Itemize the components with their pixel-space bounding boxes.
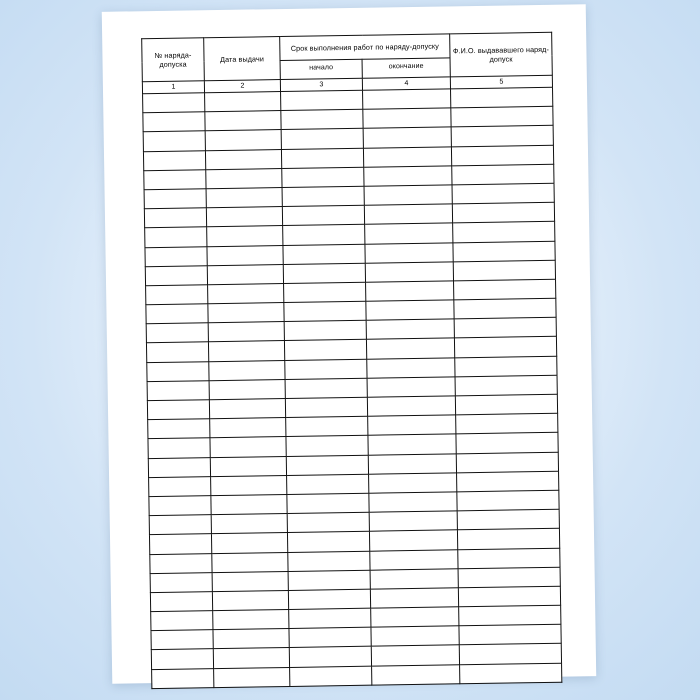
table-cell[interactable] — [150, 592, 212, 612]
table-cell[interactable] — [150, 553, 212, 573]
table-cell[interactable] — [363, 108, 451, 129]
table-cell[interactable] — [287, 493, 369, 513]
table-cell[interactable] — [451, 87, 553, 108]
table-cell[interactable] — [453, 241, 555, 262]
table-cell[interactable] — [289, 608, 371, 628]
table-cell[interactable] — [453, 260, 555, 281]
table-cell[interactable] — [368, 415, 456, 436]
table-cell[interactable] — [206, 168, 282, 188]
table-cell[interactable] — [211, 514, 287, 534]
document-sheet — [102, 4, 596, 684]
table-cell[interactable] — [147, 361, 209, 381]
table-cell[interactable] — [455, 356, 557, 377]
table-cell[interactable] — [152, 668, 214, 688]
column-number-5: 5 — [450, 75, 552, 89]
table-cell[interactable] — [370, 569, 458, 590]
table-cell[interactable] — [212, 571, 288, 591]
table-cell[interactable] — [143, 93, 205, 113]
header-order-number: № наряда-допуска — [142, 38, 205, 82]
table-cell[interactable] — [365, 223, 453, 244]
table-cell[interactable] — [456, 452, 558, 473]
table-cell[interactable] — [366, 300, 454, 321]
table-cell[interactable] — [209, 399, 285, 419]
table-cell[interactable] — [281, 148, 363, 168]
table-cell[interactable] — [459, 644, 561, 665]
table-cell[interactable] — [459, 605, 561, 626]
table-cell[interactable] — [457, 490, 559, 511]
table-cell[interactable] — [286, 436, 368, 456]
table-cell[interactable] — [212, 552, 288, 572]
header-period-end: окончание — [362, 58, 450, 79]
table-cell[interactable] — [210, 437, 286, 457]
table-cell[interactable] — [284, 282, 366, 302]
table-cell[interactable] — [454, 298, 556, 319]
table-cell[interactable] — [363, 127, 451, 148]
table-cell[interactable] — [458, 567, 560, 588]
table-cell[interactable] — [283, 263, 365, 283]
table-cell[interactable] — [288, 589, 370, 609]
table-cell[interactable] — [213, 648, 289, 668]
table-cell[interactable] — [145, 246, 207, 266]
table-cell[interactable] — [367, 377, 455, 398]
table-cell[interactable] — [369, 492, 457, 513]
table-cell[interactable] — [369, 511, 457, 532]
table-cell[interactable] — [451, 126, 553, 147]
table-cell[interactable] — [456, 413, 558, 434]
table-cell[interactable] — [149, 534, 211, 554]
table-cell[interactable] — [368, 453, 456, 474]
table-cell[interactable] — [213, 610, 289, 630]
table-cell[interactable] — [148, 419, 210, 439]
table-cell[interactable] — [458, 548, 560, 569]
table-cell[interactable] — [452, 183, 554, 204]
table-cell[interactable] — [207, 264, 283, 284]
table-cell[interactable] — [364, 204, 452, 225]
table-cell[interactable] — [209, 379, 285, 399]
table-cell[interactable] — [452, 164, 554, 185]
table-cell[interactable] — [205, 111, 281, 131]
header-period-start: начало — [280, 59, 362, 80]
column-number-2: 2 — [204, 80, 280, 93]
table-cell[interactable] — [455, 375, 557, 396]
table-cell[interactable] — [211, 475, 287, 495]
table-cell[interactable] — [369, 530, 457, 551]
column-number-4: 4 — [362, 77, 450, 90]
column-number-1: 1 — [142, 81, 204, 94]
table-cell[interactable] — [147, 400, 209, 420]
table-cell[interactable] — [284, 320, 366, 340]
table-cell[interactable] — [371, 607, 459, 628]
table-cell[interactable] — [285, 359, 367, 379]
table-cell[interactable] — [284, 340, 366, 360]
table-body — [143, 87, 562, 688]
table-cell[interactable] — [289, 627, 371, 647]
table-cell[interactable] — [144, 189, 206, 209]
table-cell[interactable] — [288, 551, 370, 571]
table-cell[interactable] — [283, 244, 365, 264]
table-cell[interactable] — [149, 496, 211, 516]
table-cell[interactable] — [211, 494, 287, 514]
table-cell[interactable] — [367, 396, 455, 417]
table-cell[interactable] — [371, 645, 459, 666]
table-cell[interactable] — [209, 360, 285, 380]
table-cell[interactable] — [143, 131, 205, 151]
table-cell[interactable] — [457, 529, 559, 550]
table-cell[interactable] — [146, 342, 208, 362]
table-cell[interactable] — [457, 509, 559, 530]
table-cell[interactable] — [208, 322, 284, 342]
table-cell[interactable] — [283, 225, 365, 245]
register-table — [141, 32, 562, 689]
table-cell[interactable] — [363, 146, 451, 167]
table-cell[interactable] — [205, 149, 281, 169]
table-cell[interactable] — [454, 337, 556, 358]
table-cell[interactable] — [143, 112, 205, 132]
table-cell[interactable] — [365, 242, 453, 263]
table-cell[interactable] — [368, 434, 456, 455]
table-cell[interactable] — [454, 279, 556, 300]
table-cell[interactable] — [370, 549, 458, 570]
table-cell[interactable] — [144, 208, 206, 228]
table-cell[interactable] — [286, 455, 368, 475]
table-cell[interactable] — [145, 227, 207, 247]
table-cell[interactable] — [281, 109, 363, 129]
table-cell[interactable] — [290, 666, 372, 686]
table-cell[interactable] — [282, 205, 364, 225]
table-cell[interactable] — [366, 319, 454, 340]
table-cell[interactable] — [364, 166, 452, 187]
table-cell[interactable] — [281, 129, 363, 149]
table-cell[interactable] — [460, 663, 562, 684]
table-cell[interactable] — [145, 265, 207, 285]
table-cell[interactable] — [211, 533, 287, 553]
table-cell[interactable] — [208, 303, 284, 323]
table-cell[interactable] — [286, 416, 368, 436]
table-cell[interactable] — [146, 304, 208, 324]
table-cell[interactable] — [149, 476, 211, 496]
table-cell[interactable] — [289, 647, 371, 667]
table-cell[interactable] — [205, 130, 281, 150]
table-cell[interactable] — [288, 570, 370, 590]
table-cell[interactable] — [371, 626, 459, 647]
table-cell[interactable] — [455, 394, 557, 415]
table-cell[interactable] — [150, 572, 212, 592]
header-issuer-name: Ф.И.О. выдававшего наряд-допуск — [450, 32, 553, 77]
table-cell[interactable] — [205, 92, 281, 112]
table-cell[interactable] — [285, 397, 367, 417]
table-cell[interactable] — [285, 378, 367, 398]
header-work-period-group: Срок выполнения работ по наряду-допуску — [280, 34, 450, 60]
table-cell[interactable] — [453, 222, 555, 243]
table-cell[interactable] — [210, 456, 286, 476]
table-cell[interactable] — [367, 357, 455, 378]
table-cell[interactable] — [369, 473, 457, 494]
table-cell[interactable] — [148, 457, 210, 477]
table-cell[interactable] — [210, 418, 286, 438]
table-cell[interactable] — [287, 474, 369, 494]
table-cell[interactable] — [151, 649, 213, 669]
table-cell[interactable] — [146, 285, 208, 305]
table-cell[interactable] — [282, 167, 364, 187]
table-cell[interactable] — [144, 169, 206, 189]
table-cell[interactable] — [457, 471, 559, 492]
table-cell[interactable] — [458, 586, 560, 607]
table-cell[interactable] — [366, 281, 454, 302]
table-cell[interactable] — [206, 207, 282, 227]
column-number-3: 3 — [280, 78, 362, 91]
table-cell[interactable] — [281, 90, 363, 110]
table-cell[interactable] — [147, 381, 209, 401]
table-cell[interactable] — [287, 532, 369, 552]
table-header — [142, 32, 553, 93]
table-cell[interactable] — [365, 262, 453, 283]
table-cell[interactable] — [208, 341, 284, 361]
table-cell[interactable] — [454, 317, 556, 338]
table-cell[interactable] — [363, 89, 451, 110]
table-cell[interactable] — [372, 664, 460, 685]
table-cell[interactable] — [213, 629, 289, 649]
table-cell[interactable] — [143, 150, 205, 170]
table-cell[interactable] — [459, 624, 561, 645]
table-cell[interactable] — [206, 187, 282, 207]
table-cell[interactable] — [214, 667, 290, 687]
table-cell[interactable] — [148, 438, 210, 458]
table-cell[interactable] — [287, 512, 369, 532]
table-cell[interactable] — [212, 590, 288, 610]
table-cell[interactable] — [146, 323, 208, 343]
header-issue-date: Дата выдачи — [204, 37, 281, 81]
register-table-container — [141, 32, 561, 689]
table-cell[interactable] — [366, 338, 454, 359]
table-cell[interactable] — [364, 185, 452, 206]
table-cell[interactable] — [370, 588, 458, 609]
table-cell[interactable] — [149, 515, 211, 535]
table-cell[interactable] — [456, 433, 558, 454]
table-cell[interactable] — [451, 106, 553, 127]
header-row-main — [142, 32, 552, 62]
table-cell[interactable] — [451, 145, 553, 166]
table-cell[interactable] — [282, 186, 364, 206]
table-cell[interactable] — [151, 611, 213, 631]
table-cell[interactable] — [207, 226, 283, 246]
table-cell[interactable] — [284, 301, 366, 321]
table-cell[interactable] — [151, 630, 213, 650]
table-cell[interactable] — [208, 283, 284, 303]
table-cell[interactable] — [452, 202, 554, 223]
table-cell[interactable] — [207, 245, 283, 265]
